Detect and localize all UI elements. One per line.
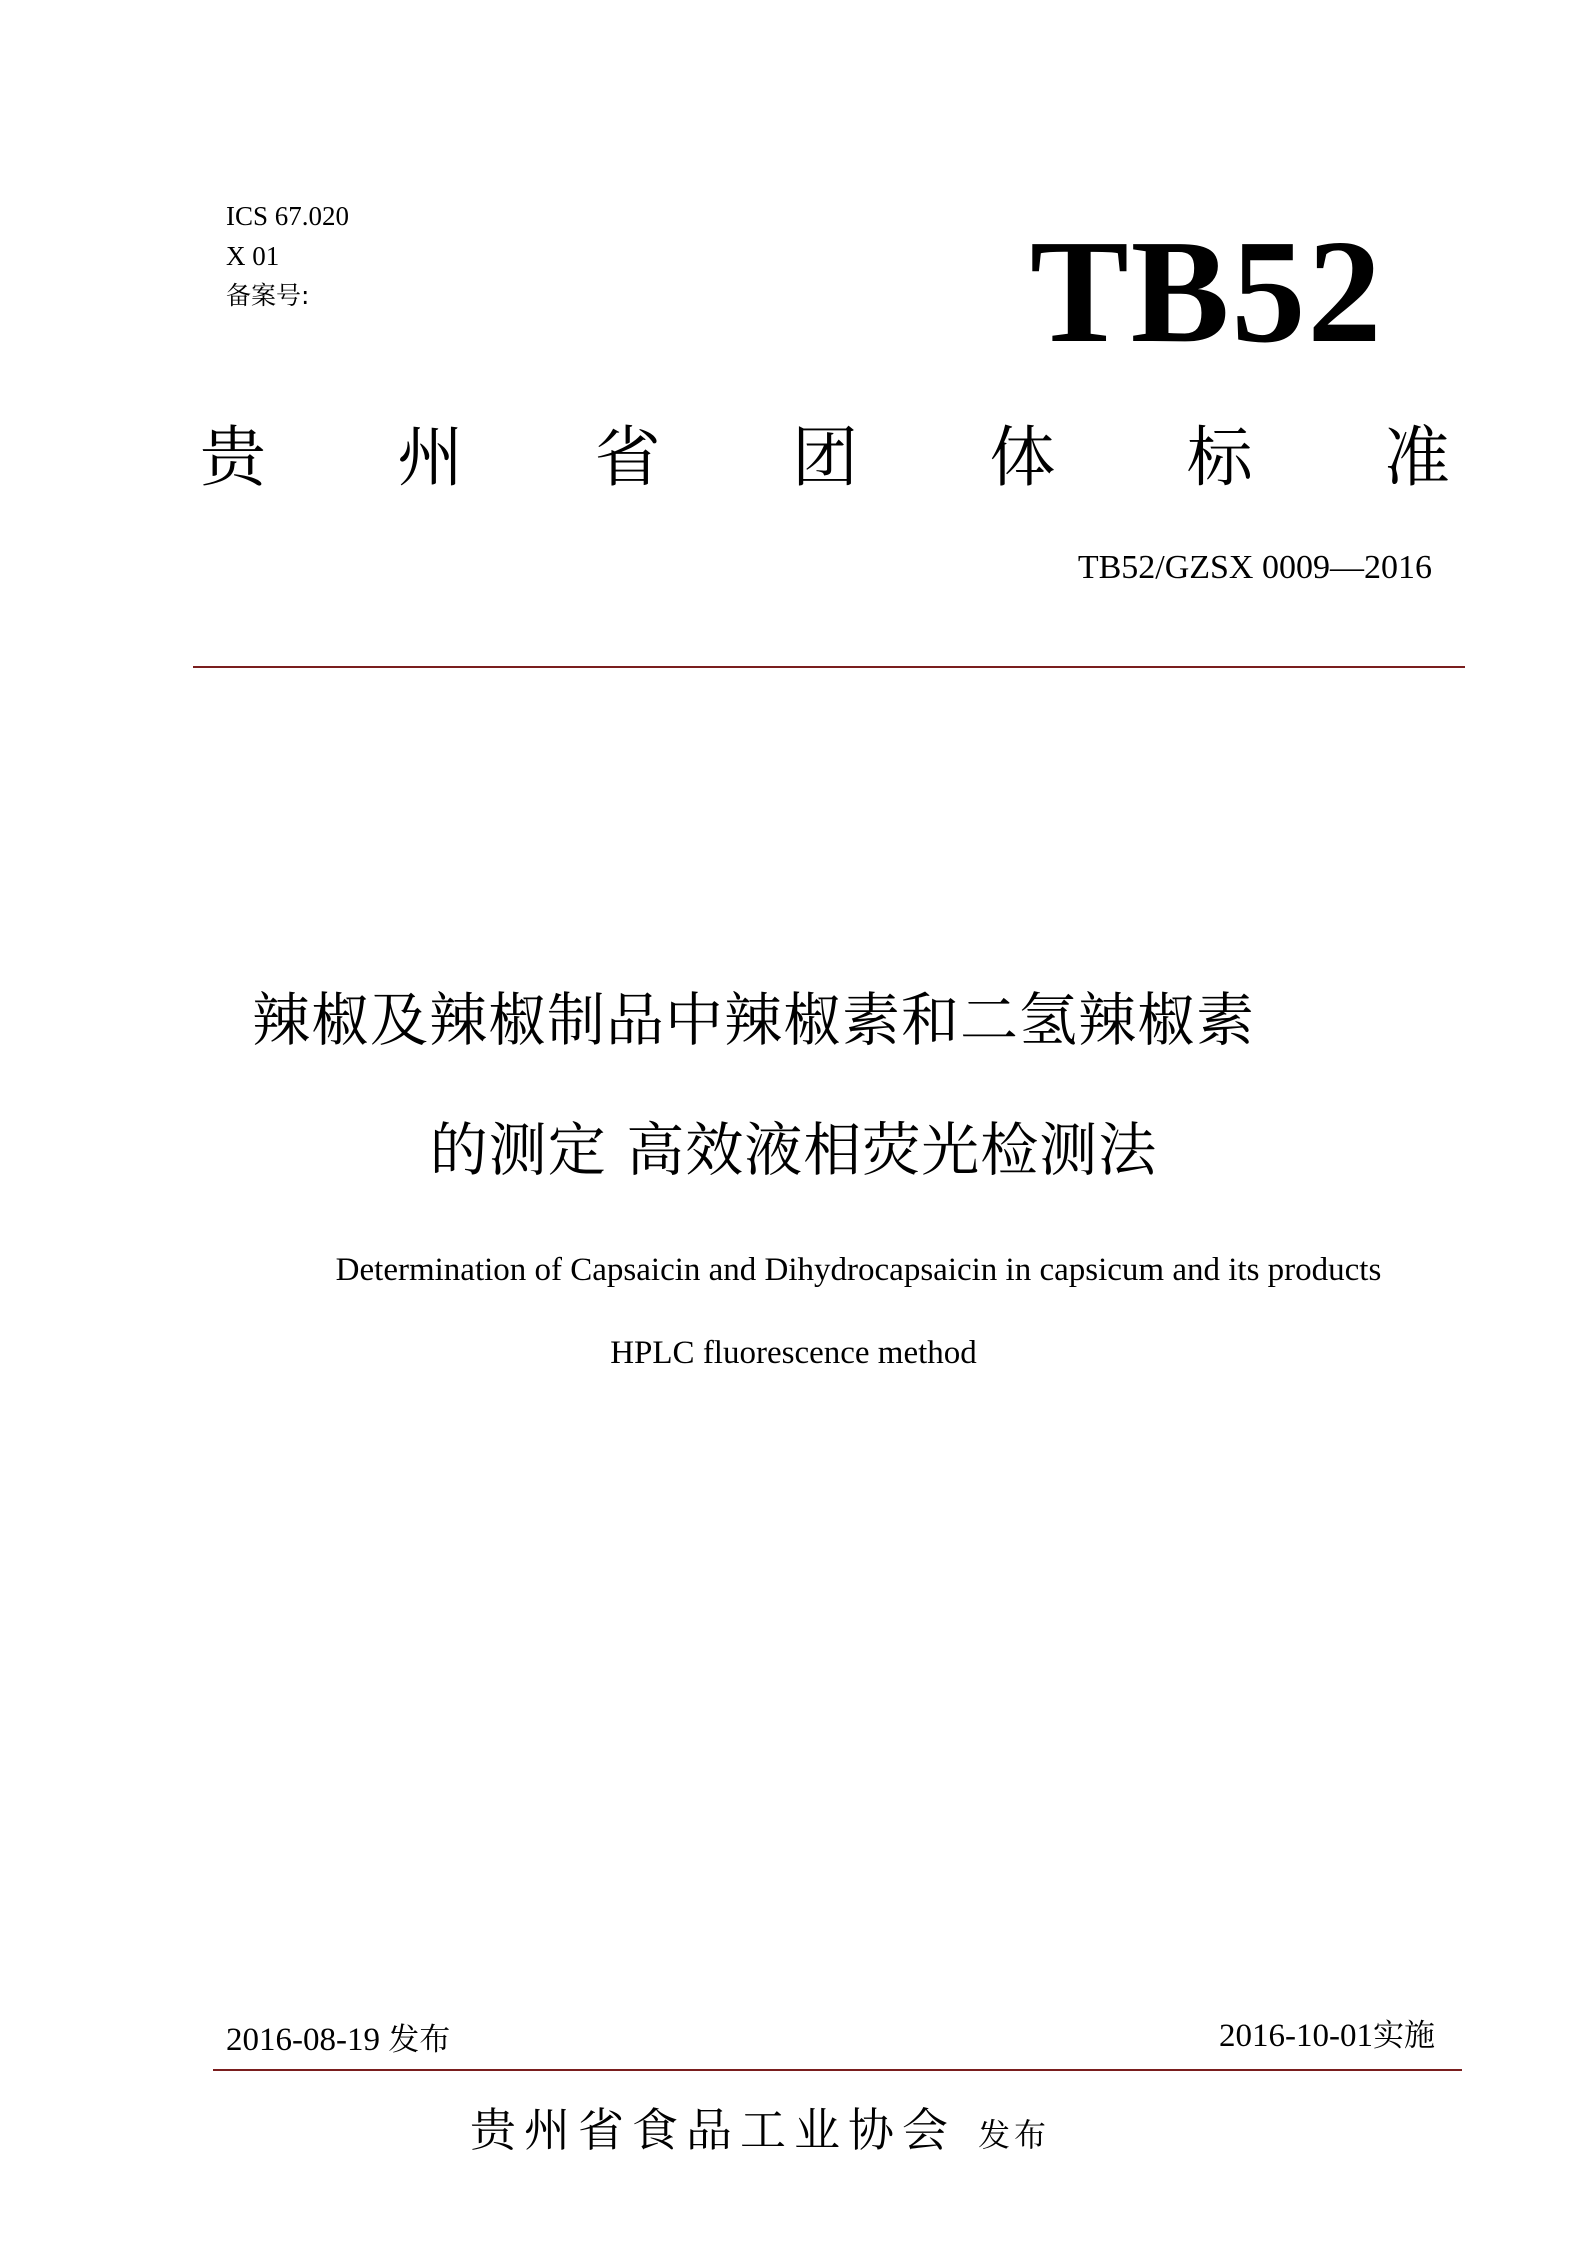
top-divider	[193, 666, 1465, 668]
effective-date-block	[1219, 2016, 1435, 2056]
publisher	[470, 2100, 1050, 2171]
ics-code: ICS 67.020	[226, 201, 350, 231]
publisher-name: 贵州省食品工业协会	[470, 2103, 956, 2157]
title-cn-line1: 辣椒及辣椒制品中辣椒素和二氢辣椒素	[252, 986, 1256, 1054]
org-title-char: 贵	[200, 419, 266, 496]
standard-code: TB52/GZSX 0009—2016	[1077, 549, 1432, 586]
title-cn-line2: 的测定 高效液相荧光检测法	[429, 1116, 1158, 1184]
org-title-char: 州	[397, 419, 464, 496]
standard-logo: TB52	[1030, 210, 1384, 374]
title-en-line1: Determination of Capsaicin and Dihydrocapsaicin in capsicum and its products	[335, 1252, 1382, 1288]
org-title-char: 标	[1186, 419, 1253, 496]
org-title-char: 省	[594, 419, 661, 496]
effective-date: 2016-10-01	[1219, 2018, 1373, 2054]
org-title	[200, 418, 1450, 498]
org-title-char: 准	[1383, 419, 1450, 496]
record-number-label: 备案号:	[226, 281, 310, 310]
bottom-divider	[213, 2069, 1462, 2071]
org-title-char: 团	[791, 419, 858, 496]
publish-date: 2016-08-19	[226, 2022, 380, 2058]
org-title-char: 体	[989, 419, 1056, 496]
publisher-suffix: 发布	[978, 2116, 1051, 2154]
publish-label: 发布	[388, 2022, 451, 2058]
publish-date-block	[226, 2020, 450, 2060]
effective-label: 实施	[1373, 2018, 1435, 2054]
header-meta	[226, 196, 349, 316]
title-en-line2: HPLC fluorescence method	[610, 1335, 977, 1371]
classification-code: X 01	[226, 241, 280, 271]
